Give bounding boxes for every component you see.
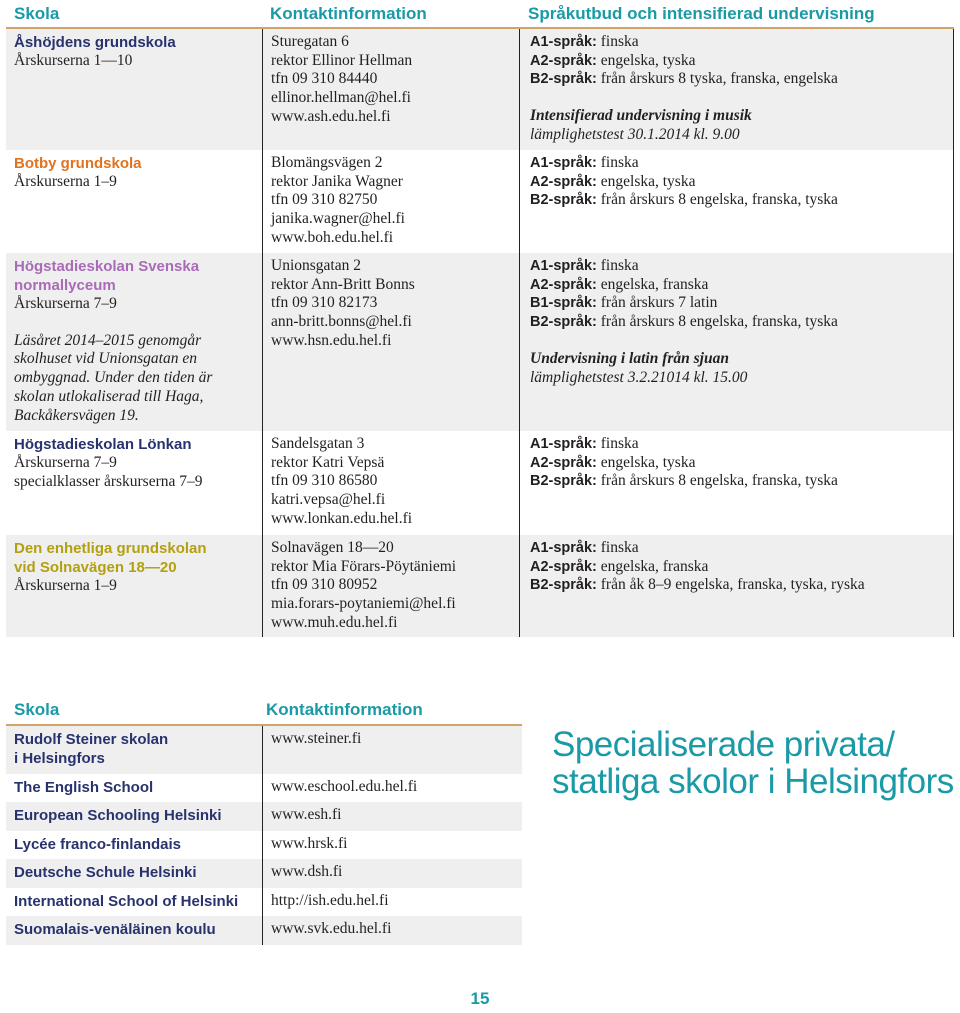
section-title [552, 726, 954, 800]
address: Sturegatan 6 [271, 33, 349, 50]
contact-cell [262, 150, 520, 253]
section-title-line2: statliga skolor i Helsingfors [552, 762, 954, 801]
language-line: A2-språk: engelska, franska [530, 557, 709, 575]
school-name: Högstadieskolan Lönkan [14, 436, 192, 453]
contact-cell [262, 888, 522, 916]
languages-cell [520, 253, 954, 431]
principal: rektor Katri Vepsä [271, 453, 385, 471]
contact-cell [262, 431, 520, 535]
table-row [6, 726, 522, 774]
school-name: The English School [14, 779, 154, 796]
school-cell [6, 888, 262, 916]
contact-cell [262, 859, 522, 888]
contact-cell [262, 831, 522, 859]
school-name: Åshöjdens grundskola [14, 34, 176, 51]
contact-cell [262, 726, 522, 774]
school-name: Rudolf Steiner skolan [14, 731, 169, 748]
header-school-2: Skola [14, 700, 60, 719]
school-name: Deutsche Schule Helsinki [14, 864, 197, 881]
website-link[interactable]: www.boh.edu.hel.fi [271, 228, 394, 246]
website-link[interactable]: www.svk.edu.hel.fi [271, 920, 392, 937]
school-name-line2: vid Solnavägen 18—20 [14, 559, 177, 576]
website-link[interactable]: www.muh.edu.hel.fi [271, 613, 398, 631]
table-row [6, 431, 954, 535]
languages-cell [520, 535, 954, 637]
header-languages: Språkutbud och intensifierad undervisning [528, 4, 875, 23]
phone: tfn 09 310 84440 [271, 70, 378, 88]
school-cell [6, 150, 262, 253]
phone: tfn 09 310 80952 [271, 576, 378, 594]
school-cell [6, 831, 262, 859]
language-line: B2-språk: från årskurs 8 engelska, franska, tyska [530, 191, 838, 209]
grades: Årskurserna 1—10 [14, 52, 133, 69]
school-name-line2: normallyceum [14, 277, 116, 294]
school-cell [6, 253, 262, 431]
language-line: A1-språk: finska [530, 539, 639, 556]
language-line: B2-språk: från åk 8–9 engelska, franska, tyska, ryska [530, 576, 865, 594]
languages-cell [520, 150, 954, 253]
phone: tfn 09 310 86580 [271, 472, 378, 490]
website-link[interactable]: www.ash.edu.hel.fi [271, 107, 391, 125]
email-link[interactable]: katri.vepsa@hel.fi [271, 491, 386, 509]
email-link[interactable]: mia.forars-poytaniemi@hel.fi [271, 595, 456, 613]
relocation-note: Läsåret 2014–2015 genomgår skolhuset vid Unionsgatan en ombyggnad. Under den tiden är skolan utlokaliserad till Haga, Backåkersvägen 19. [14, 331, 213, 424]
aptitude-test: lämplighetstest 30.1.2014 kl. 9.00 [530, 125, 740, 143]
school-cell [6, 29, 262, 150]
table-row [6, 29, 954, 150]
aptitude-test: lämplighetstest 3.2.21014 kl. 15.00 [530, 368, 748, 386]
languages-cell [520, 29, 954, 150]
section-title-line1: Specialiserade privata/ [552, 725, 895, 764]
contact-cell [262, 916, 522, 945]
school-name: Lycée franco-finlandais [14, 836, 181, 853]
principal: rektor Ellinor Hellman [271, 51, 413, 69]
website-link[interactable]: www.steiner.fi [271, 730, 362, 747]
school-name: Den enhetliga grundskolan [14, 540, 207, 557]
language-line: A1-språk: finska [530, 435, 639, 452]
school-name: Högstadieskolan Svenska [14, 258, 200, 275]
contact-cell [262, 253, 520, 431]
language-line: A1-språk: finska [530, 154, 639, 171]
table-row [6, 859, 522, 888]
table-row [6, 802, 522, 831]
language-line: A1-språk: finska [530, 257, 639, 274]
language-line: B1-språk: från årskurs 7 latin [530, 294, 718, 312]
address: Solnavägen 18—20 [271, 539, 394, 556]
principal: rektor Janika Wagner [271, 172, 403, 190]
intensified-title: Undervisning i latin från sjuan [530, 349, 729, 367]
header-contact: Kontaktinformation [270, 4, 427, 23]
language-line: B2-språk: från årskurs 8 engelska, franska, tyska [530, 313, 838, 331]
email-link[interactable]: janika.wagner@hel.fi [271, 210, 405, 228]
school-cell [6, 431, 262, 535]
table-row [6, 916, 522, 945]
grades: Årskurserna 7–9 [14, 454, 117, 471]
language-line: A2-språk: engelska, tyska [530, 172, 696, 190]
language-line: B2-språk: från årskurs 8 engelska, franska, tyska [530, 472, 838, 490]
header-contact-2: Kontaktinformation [266, 700, 423, 719]
school-cell [6, 535, 262, 637]
school-name-line2: i Helsingfors [14, 750, 105, 767]
header-school: Skola [14, 4, 60, 23]
school-name: European Schooling Helsinki [14, 807, 222, 824]
contact-cell [262, 802, 522, 831]
contact-cell [262, 774, 522, 802]
school-name: Botby grundskola [14, 155, 142, 172]
school-cell [6, 916, 262, 945]
table-row [6, 150, 954, 253]
school-cell [6, 774, 262, 802]
grades: Årskurserna 1–9 [14, 173, 117, 190]
contact-cell [262, 535, 520, 637]
table-row [6, 535, 954, 637]
language-line: A2-språk: engelska, tyska [530, 51, 696, 69]
address: Blomängsvägen 2 [271, 154, 383, 171]
phone: tfn 09 310 82173 [271, 294, 378, 312]
school-cell [6, 726, 262, 774]
school-cell [6, 859, 262, 888]
table-row [6, 253, 954, 431]
table-row [6, 888, 522, 916]
website-link[interactable]: www.lonkan.edu.hel.fi [271, 509, 413, 527]
language-line: A2-språk: engelska, tyska [530, 453, 696, 471]
grades: Årskurserna 7–9 [14, 295, 117, 312]
school-cell [6, 802, 262, 831]
intensified-title: Intensifierad undervisning i musik [530, 107, 752, 125]
phone: tfn 09 310 82750 [271, 191, 378, 209]
grades: Årskurserna 1–9 [14, 577, 117, 594]
principal: rektor Ann-Britt Bonns [271, 275, 415, 293]
special-grades: specialklasser årskurserna 7–9 [14, 472, 203, 490]
address: Unionsgatan 2 [271, 257, 361, 274]
language-line: A2-språk: engelska, franska [530, 275, 709, 293]
school-name: Suomalais-venäläinen koulu [14, 921, 216, 938]
website-link[interactable]: www.eschool.edu.hel.fi [271, 778, 418, 795]
table-row [6, 831, 522, 859]
website-link[interactable]: www.hsn.edu.hel.fi [271, 331, 392, 349]
languages-cell [520, 431, 954, 535]
school-name: International School of Helsinki [14, 893, 239, 910]
language-line: A1-språk: finska [530, 33, 639, 50]
website-link[interactable]: http://ish.edu.hel.fi [271, 892, 389, 909]
principal: rektor Mia Förars-Pöytäniemi [271, 557, 457, 575]
email-link[interactable]: ellinor.hellman@hel.fi [271, 89, 411, 107]
website-link[interactable]: www.dsh.fi [271, 863, 343, 880]
address: Sandelsgatan 3 [271, 435, 365, 452]
table-row [6, 774, 522, 802]
page-number: 15 [470, 989, 490, 1008]
contact-cell [262, 29, 520, 150]
email-link[interactable]: ann-britt.bonns@hel.fi [271, 313, 412, 331]
language-line: B2-språk: från årskurs 8 tyska, franska, engelska [530, 70, 838, 88]
website-link[interactable]: www.esh.fi [271, 806, 342, 823]
website-link[interactable]: www.hrsk.fi [271, 835, 348, 852]
